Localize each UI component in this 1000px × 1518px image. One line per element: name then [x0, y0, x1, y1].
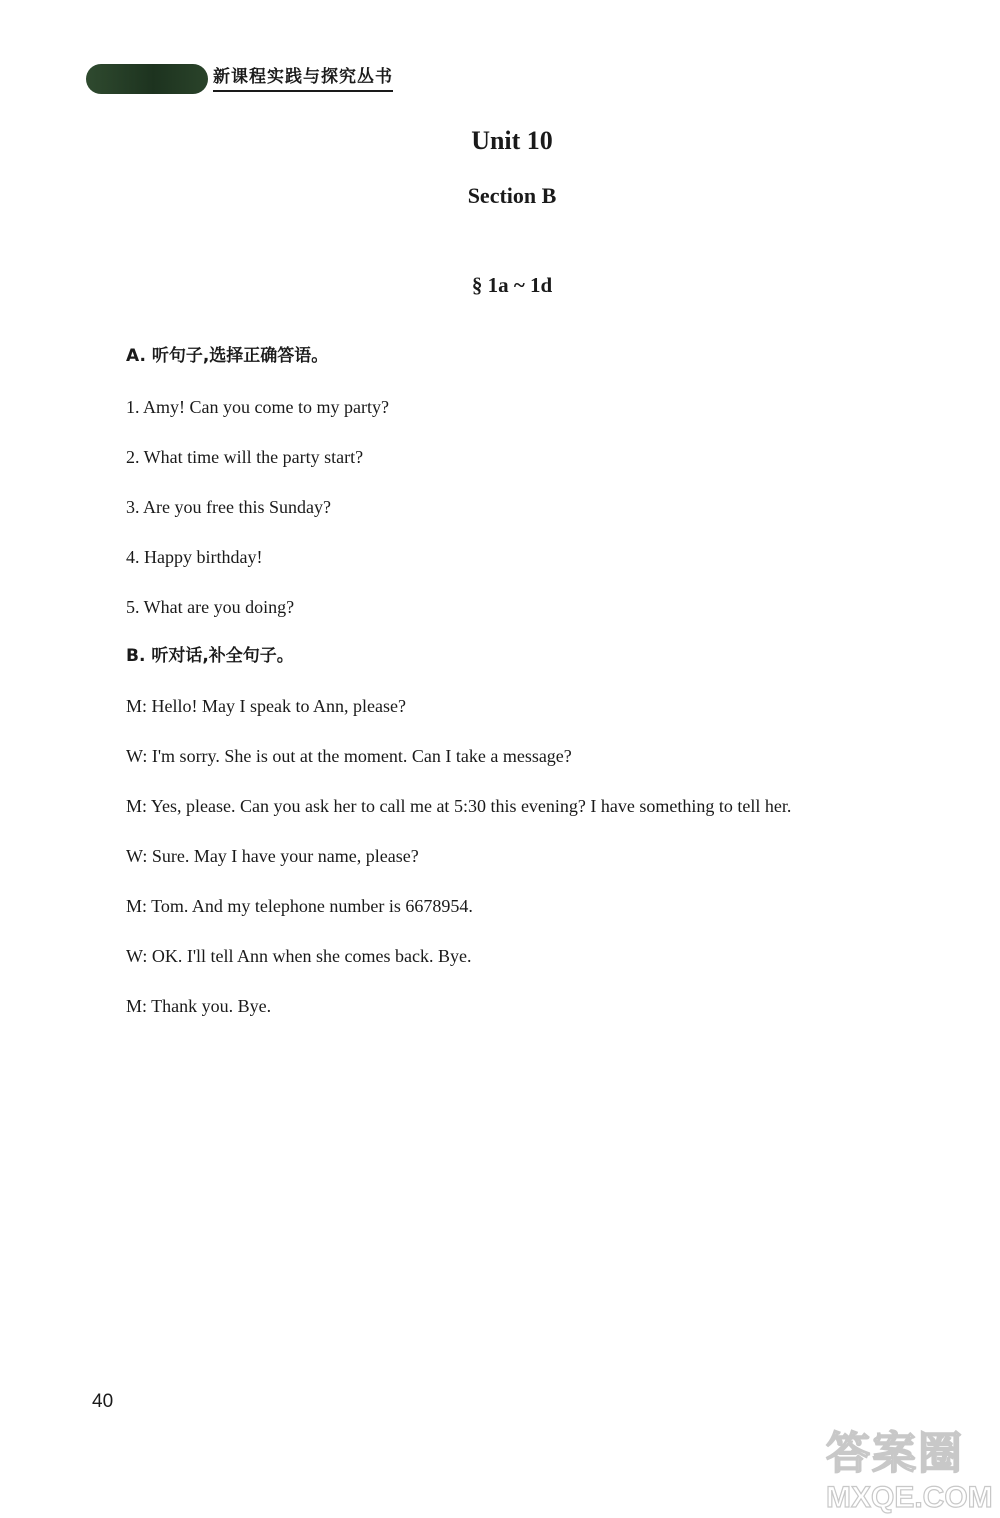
list-item: 1. Amy! Can you come to my party? [126, 397, 389, 417]
list-item: 4. Happy birthday! [126, 547, 263, 567]
watermark-url: MXQE.COM [826, 1481, 993, 1514]
page-number: 40 [92, 1391, 114, 1412]
dialogue-line: W: OK. I'll tell Ann when she comes back. Bye. [126, 946, 472, 966]
watermark-logo: 答案圈 [826, 1428, 964, 1479]
dialogue-line: M: Hello! May I speak to Ann, please? [126, 696, 406, 716]
dialogue-line: M: Tom. And my telephone number is 6678954. [126, 896, 473, 916]
dialogue-line: M: Thank you. Bye. [126, 996, 272, 1016]
list-item: 5. What are you doing? [126, 597, 295, 617]
dialogue-line: W: Sure. May I have your name, please? [126, 846, 419, 866]
list-item: 2. What time will the party start? [126, 447, 364, 467]
unit-title: Unit 10 [471, 126, 553, 155]
list-item: 3. Are you free this Sunday? [126, 497, 331, 517]
part-b-heading: B. 听对话,补全句子。 [126, 646, 294, 666]
series-title: 新课程实践与探究丛书 [213, 66, 393, 92]
part-a-heading: A. 听句子,选择正确答语。 [126, 346, 329, 366]
header-decoration [86, 64, 208, 94]
dialogue-line: W: I'm sorry. She is out at the moment. Can I take a message? [126, 746, 572, 766]
section-title: Section B [467, 183, 557, 208]
dialogue-line: M: Yes, please. Can you ask her to call me at 5:30 this evening? I have something to tell her. [126, 796, 792, 816]
subsection-title: § 1a ~ 1d [471, 273, 553, 297]
